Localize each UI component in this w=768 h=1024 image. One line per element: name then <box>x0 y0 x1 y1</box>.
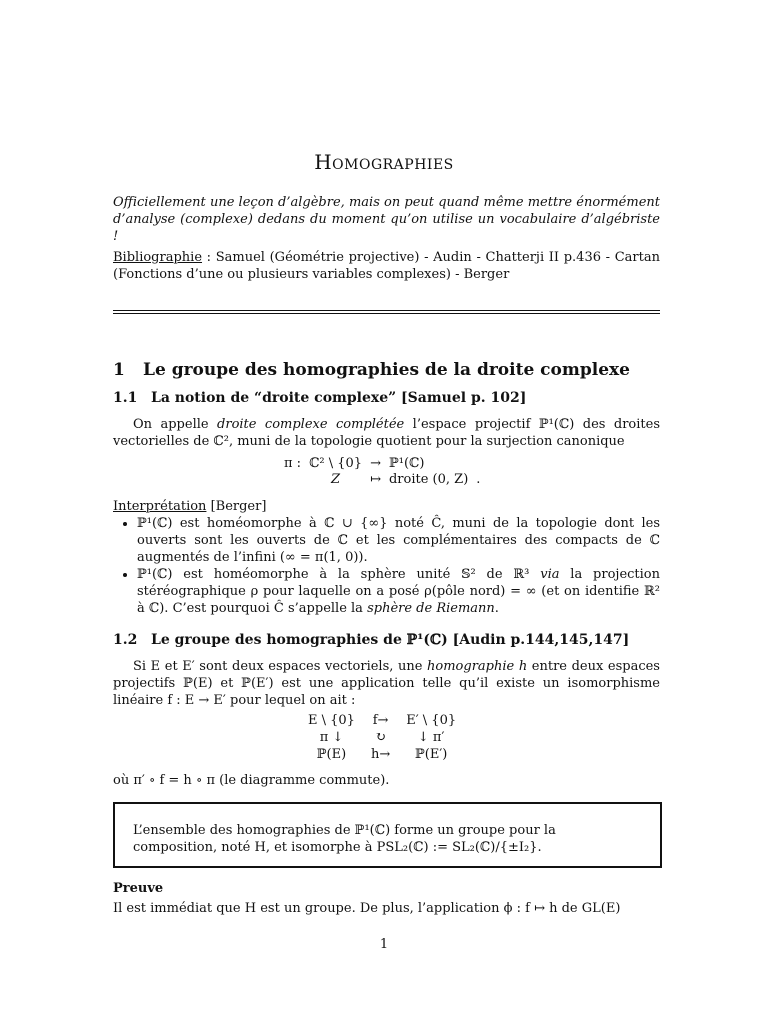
list-text: la projection stéréographique ρ pour laquelle on a posé ρ(pôle nord) = ∞ (et on identifie ℝ² à ℂ). C’est pourquoi Ĉ s’appelle la <box>137 567 660 616</box>
pi-symbol: π : <box>284 456 302 471</box>
subsection-heading-1-1 <box>113 390 526 406</box>
interpretation-label: Interprétation <box>113 499 207 514</box>
subsection-title: La notion de “droite complexe” [Samuel p. 102] <box>151 390 527 406</box>
mapping-image: droite (0, Z) <box>388 472 469 487</box>
list-emphasis: sphère de Riemann <box>367 601 495 616</box>
section-title: Le groupe des homographies de la droite complexe <box>143 360 630 380</box>
section-number: 1 <box>113 360 125 380</box>
diagram-cell: h→ <box>370 747 391 762</box>
mapping-element: Z <box>331 472 341 487</box>
bibliography <box>113 249 660 283</box>
diagram-cell: E′ \ {0} <box>406 713 457 728</box>
diagram-cell: ↓ π′ <box>417 730 445 745</box>
para-text: On appelle <box>133 417 218 432</box>
diagram-cell: π ↓ <box>319 730 344 745</box>
commutative-diagram <box>300 712 464 763</box>
list-item: • ℙ¹(ℂ) est homéomorphe à ℂ ∪ {∞} noté Ĉ, muni de la topologie dont les ouverts sont les ouverts de ℂ et les complémentaires des compacts de ℂ augmentés de l’infini (∞ = π(1, 0)). <box>137 515 660 566</box>
interpretation-heading <box>113 498 660 515</box>
double-rule-bottom <box>113 313 660 314</box>
bibliography-label: Bibliographie <box>113 250 203 265</box>
diagram-cell: ℙ(E′) <box>414 747 448 762</box>
abstract: Officiellement une leçon d’algèbre, mais on peut quand même mettre énormément d’analyse (complexe) dedans du moment qu’on utilise un vocabulaire d’algébriste ! <box>113 195 660 244</box>
mapping-period: . <box>476 472 481 487</box>
bibliography-text: : Samuel (Géométrie projective) - Audin - Chatterji II p.436 - Cartan (Fonctions d’une ou plusieurs variables complexes) - Berger <box>113 250 660 282</box>
page-number: 1 <box>379 937 389 952</box>
diagram-cell: f→ <box>372 713 389 728</box>
theorem-box <box>113 802 662 868</box>
diagram-cell: E \ {0} <box>308 713 355 728</box>
interpretation-block <box>113 498 660 617</box>
diagram-caption: où π′ ∘ f = h ∘ π (le diagramme commute). <box>113 773 390 788</box>
list-text: . <box>494 601 499 616</box>
homography-paragraph <box>113 658 660 709</box>
theorem-text: L’ensemble des homographies de ℙ¹(ℂ) forme un groupe pour la composition, noté H, et isomorphe à PSL₂(ℂ) := SL₂(ℂ)/{±I₂}. <box>133 823 556 855</box>
subsection-number: 1.1 <box>113 390 138 406</box>
para-text: entre deux espaces projectifs ℙ(E) et ℙ(E′) est une application telle qu’il existe un isomorphisme linéaire f : E → E′ pour lequel on ait : <box>113 659 660 708</box>
subsection-heading-1-2 <box>113 632 629 648</box>
interpretation-list <box>113 515 660 617</box>
list-text: ℙ¹(ℂ) est homéomorphe à la sphère unité 𝕊² de ℝ³ <box>137 567 541 582</box>
para-emphasis: homographie h <box>427 659 528 674</box>
mapping-codomain: ℙ¹(ℂ) <box>388 456 425 471</box>
mapping-arrow: → <box>370 456 381 471</box>
proof-heading: Preuve <box>113 881 164 896</box>
interpretation-ref: [Berger] <box>206 499 267 514</box>
definition-paragraph <box>113 416 660 450</box>
diagram-cell: ↻ <box>375 730 387 745</box>
proof-text: Il est immédiat que H est un groupe. De plus, l’application ϕ : f ↦ h de GL(E) <box>113 901 621 916</box>
mapping-domain: ℂ² \ {0} <box>309 456 363 471</box>
list-item <box>137 566 660 617</box>
mapping-mapsto: ↦ <box>370 472 381 487</box>
para-text: l’espace projectif ℙ¹(ℂ) des droites vectorielles de ℂ², muni de la topologie quotient pour la surjection canonique <box>113 417 660 449</box>
subsection-title: Le groupe des homographies de ℙ¹(ℂ) [Audin p.144,145,147] <box>151 632 630 648</box>
para-emphasis: droite complexe complétée <box>217 417 405 432</box>
page-title: Homographies <box>314 150 454 174</box>
diagram-cell: ℙ(E) <box>316 747 347 762</box>
section-heading <box>113 360 630 380</box>
subsection-number: 1.2 <box>113 632 138 648</box>
list-emphasis: via <box>540 567 560 582</box>
double-rule-top <box>113 310 660 311</box>
canonical-surjection <box>280 456 484 488</box>
para-text: Si E et E′ sont deux espaces vectoriels, une <box>133 659 428 674</box>
